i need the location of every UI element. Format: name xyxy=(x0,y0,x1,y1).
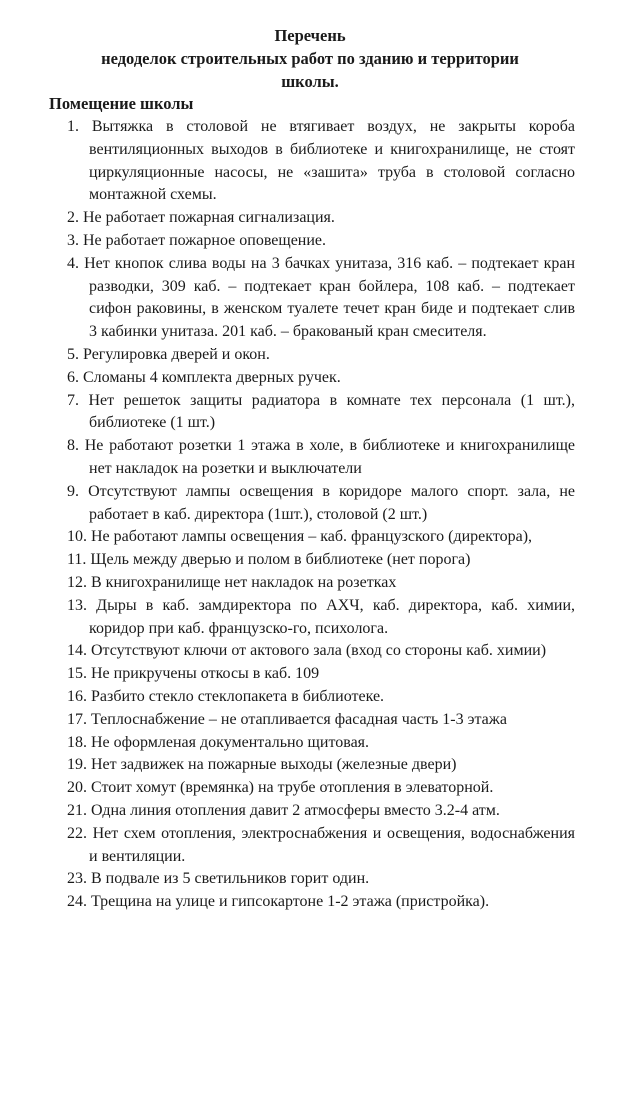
list-item: 3. Не работает пожарное оповещение. xyxy=(67,231,327,249)
list-item: 18. Не оформленая документально щитовая. xyxy=(67,733,370,751)
list-item: 5. Регулировка дверей и окон. xyxy=(67,345,270,363)
list-item: 19. Нет задвижек на пожарные выходы (железные двери) xyxy=(67,756,457,774)
list-item: 8. Не работают розетки 1 этажа в холе, в библиотеке и книгохранилище нет накладок на розетки и выключатели xyxy=(67,437,575,477)
list-item: 2. Не работает пожарная сигнализация. xyxy=(67,209,335,227)
list-item: 6. Сломаны 4 комплекта дверных ручек. xyxy=(67,368,341,386)
list-item: 17. Теплоснабжение – не отапливается фасадная часть 1-3 этажа xyxy=(67,710,507,728)
list-item: 14. Отсутствуют ключи от актового зала (вход со стороны каб. химии) xyxy=(67,642,547,660)
list-item: 7. Нет решеток защиты радиатора в комнате тех персонала (1 шт.), библиотеке (1 шт.) xyxy=(67,391,575,432)
section-heading: Помещение школы xyxy=(49,94,194,113)
list-item: 9. Отсутствуют лампы освещения в коридоре малого спорт. зала, не работает в каб. директора (1шт.), столовой (2 шт.) xyxy=(67,482,575,523)
list-item: 15. Не прикручены откосы в каб. 109 xyxy=(67,665,320,683)
document-title xyxy=(40,24,580,93)
list-item: 13. Дыры в каб. замдиректора по АХЧ, каб. директора, каб. химии, коридор при каб. французско-го, психолога. xyxy=(67,596,575,637)
list-item: 24. Трещина на улице и гипсокартоне 1-2 этажа (пристройка). xyxy=(67,893,490,911)
title-line-2: недоделок строительных работ по зданию и территории xyxy=(101,49,519,68)
list-item: 22. Нет схем отопления, электроснабжения и освещения, водоснабжения и вентиляции. xyxy=(67,824,575,865)
title-line-1: Перечень xyxy=(274,26,346,45)
list-item: 4. Нет кнопок слива воды на 3 бачках унитаза, 316 каб. – подтекает кран разводки, 309 каб. – подтекает кран бойлера, 108 каб. – подтекает сифон раковины, в женском туалете течет кран биде и подтекает слив 3 кабинки унитаза. 201 каб. – бракованый кран смесителя. xyxy=(67,254,575,341)
list-item: 23. В подвале из 5 светильников горит один. xyxy=(67,870,370,888)
list-item: 21. Одна линия отопления давит 2 атмосферы вместо 3.2-4 атм. xyxy=(67,801,500,819)
list-item: 12. В книгохранилище нет накладок на розетках xyxy=(67,573,397,591)
list-item: 16. Разбито стекло стеклопакета в библиотеке. xyxy=(67,687,385,705)
list-item: 20. Стоит хомут (времянка) на трубе отопления в элеваторной. xyxy=(67,779,494,797)
list-item: 10. Не работают лампы освещения – каб. французского (директора), xyxy=(67,528,533,546)
list-item: 1. Вытяжка в столовой не втягивает воздух, не закрыты короба вентиляционных выходов в библиотеке и книгохранилище, не стоят циркуляционные насосы, не «зашита» труба в столовой согласно монтажной схемы. xyxy=(67,118,575,204)
title-line-3: школы. xyxy=(281,72,339,91)
defect-list xyxy=(67,116,575,914)
list-item: 11. Щель между дверью и полом в библиотеке (нет порога) xyxy=(67,551,471,569)
